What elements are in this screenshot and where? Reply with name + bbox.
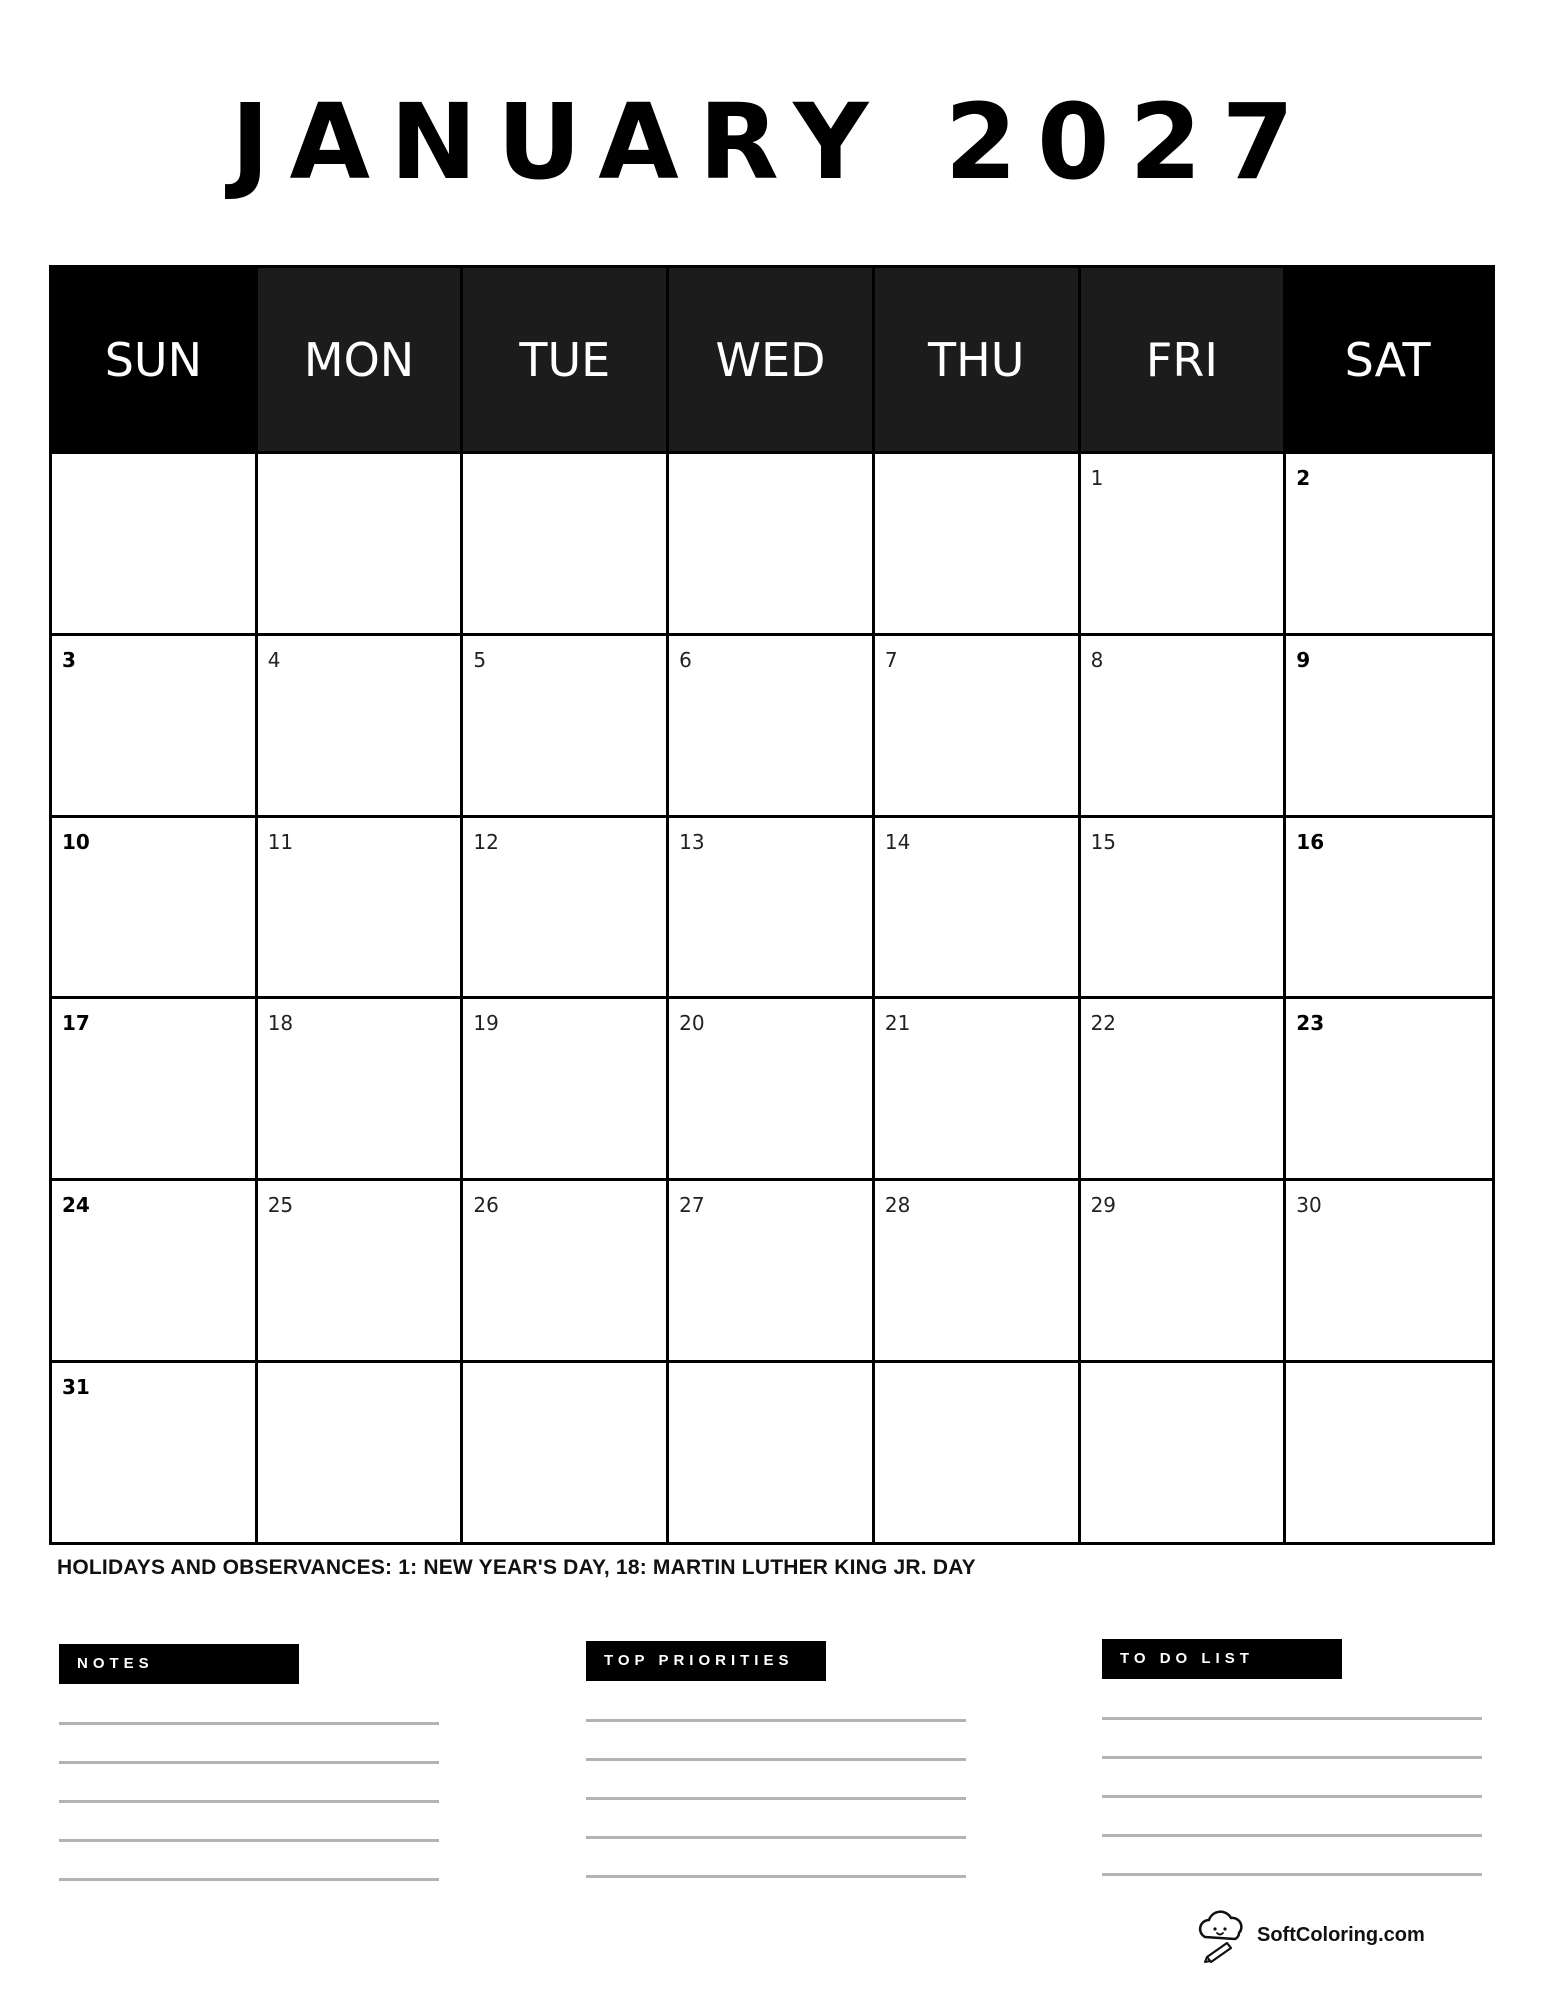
todo-line [1102,1756,1482,1759]
day-number: 30 [1296,1193,1322,1218]
day-cell [52,815,258,997]
day-cell [669,815,875,997]
day-number: 20 [679,1011,705,1036]
todo-line [1102,1873,1482,1876]
day-number: 18 [267,1011,294,1036]
holidays-note: HOLIDAYS AND OBSERVANCES: 1: NEW YEAR'S DAY, 18: MARTIN LUTHER KING JR. DAY [57,1556,976,1579]
todo-section [1102,1639,1482,1876]
brand-logo [1193,1907,1425,1963]
priorities-line [586,1797,966,1800]
day-cell [1286,1178,1492,1360]
day-number: 22 [1090,1011,1117,1036]
day-cell [52,996,258,1178]
day-cell [52,1360,258,1542]
todo-header: TO DO LIST [1102,1639,1342,1679]
day-cell [875,1360,1081,1542]
weekday-header-sat: SAT [1286,268,1492,451]
day-cell [669,1360,875,1542]
day-number: 16 [1296,829,1325,854]
day-cell [1286,815,1492,997]
priorities-line [586,1836,966,1839]
weekday-header-tue: TUE [463,268,669,451]
day-cell [1081,996,1287,1178]
todo-line [1102,1795,1482,1798]
notes-header: NOTES [59,1644,299,1684]
day-number: 25 [267,1193,294,1218]
notes-line [59,1722,439,1725]
day-cell [463,1178,669,1360]
brand-text: SoftColoring.com [1257,1923,1425,1946]
day-number: 3 [62,647,76,672]
day-cell [258,451,464,633]
cloud-pencil-icon [1193,1907,1249,1963]
day-number: 12 [473,829,499,854]
notes-line [59,1800,439,1803]
day-number: 10 [62,829,90,854]
day-number: 17 [62,1011,90,1036]
day-number: 6 [679,647,692,672]
day-cell [875,996,1081,1178]
day-cell [463,451,669,633]
day-number: 7 [884,647,898,672]
weekday-header-thu: THU [875,268,1081,451]
priorities-line [586,1719,966,1722]
day-cell [463,633,669,815]
day-cell [258,1360,464,1542]
weekday-header-fri: FRI [1081,268,1287,451]
day-number: 2 [1296,466,1311,490]
notes-section [59,1644,439,1881]
day-cell [875,633,1081,815]
day-number: 24 [62,1193,90,1218]
day-cell [1081,815,1287,997]
day-number: 4 [267,647,281,672]
day-cell [1286,451,1492,633]
day-cell [258,996,464,1178]
priorities-line [586,1758,966,1761]
day-number: 19 [473,1011,499,1036]
day-cell [1286,1360,1492,1542]
day-cell [52,451,258,633]
day-cell [1081,451,1287,633]
notes-line [59,1761,439,1764]
priorities-line [586,1875,966,1878]
day-cell [258,815,464,997]
day-number: 9 [1296,647,1311,672]
day-cell [463,1360,669,1542]
priorities-section [586,1641,966,1878]
day-cell [669,451,875,633]
day-number: 11 [267,829,294,854]
day-number: 15 [1090,829,1117,854]
day-cell [258,633,464,815]
day-cell [1081,1178,1287,1360]
day-number: 26 [473,1193,499,1218]
day-cell [463,815,669,997]
day-number: 1 [1090,466,1104,490]
day-number: 5 [473,647,487,672]
day-number: 31 [62,1375,90,1400]
day-number: 14 [884,829,911,854]
day-number: 13 [679,829,705,854]
day-cell [52,1178,258,1360]
weekday-header-wed: WED [669,268,875,451]
day-number: 28 [884,1193,911,1218]
day-cell [1286,996,1492,1178]
day-cell [875,815,1081,997]
calendar-grid [49,265,1495,1545]
day-number: 23 [1296,1011,1325,1036]
priorities-header: TOP PRIORITIES [586,1641,826,1681]
weekday-header-mon: MON [258,268,464,451]
day-cell [669,996,875,1178]
day-cell [463,996,669,1178]
day-number: 21 [884,1011,911,1036]
todo-line [1102,1717,1482,1720]
day-cell [52,633,258,815]
day-cell [1081,633,1287,815]
notes-line [59,1878,439,1881]
day-cell [669,1178,875,1360]
weekday-header-sun: SUN [52,268,258,451]
notes-line [59,1839,439,1842]
day-cell [258,1178,464,1360]
page-title: JANUARY 2027 [230,81,1315,203]
day-cell [875,1178,1081,1360]
day-number: 8 [1090,647,1104,672]
day-cell [875,451,1081,633]
day-number: 29 [1090,1193,1117,1218]
day-cell [1286,633,1492,815]
day-cell [669,633,875,815]
day-cell [1081,1360,1287,1542]
day-number: 27 [679,1193,705,1218]
todo-line [1102,1834,1482,1837]
